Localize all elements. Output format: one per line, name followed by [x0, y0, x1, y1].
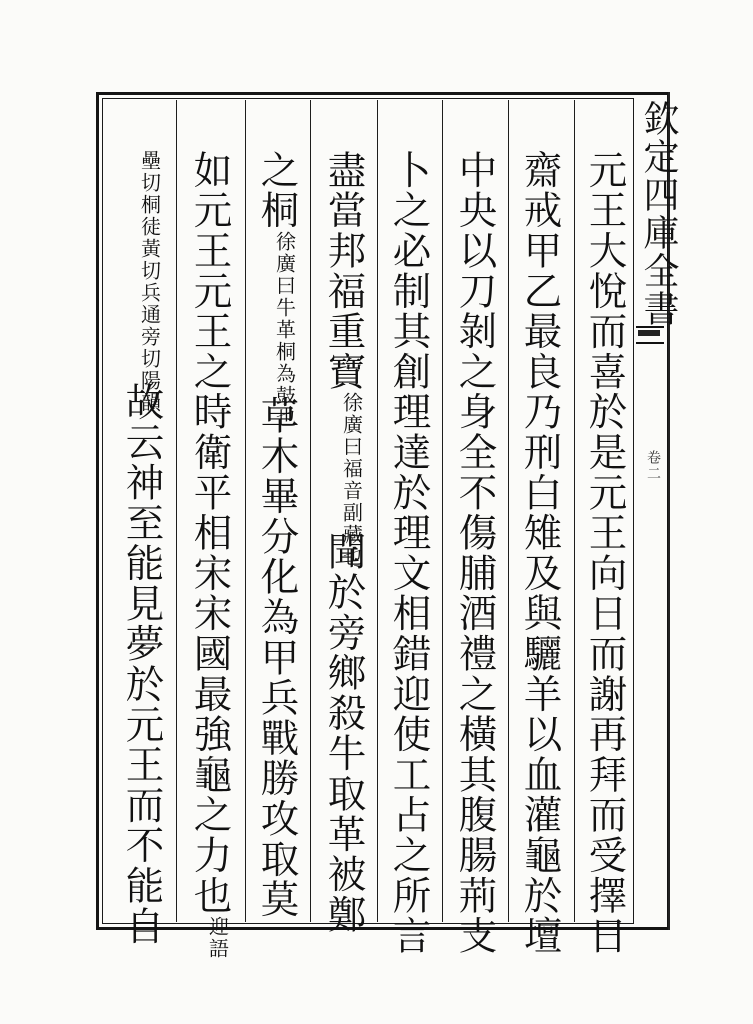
main-text: 之桐 — [254, 150, 300, 231]
interlinear-note: 壘切桐徒黃切兵通旁切陽韻 — [137, 150, 162, 414]
column-rule — [508, 100, 509, 922]
text-column-6 — [254, 150, 300, 920]
text-column-2 — [517, 150, 563, 956]
text-column-4 — [386, 150, 432, 956]
text-column-8 — [119, 150, 165, 947]
text-column-1 — [582, 150, 628, 956]
column-rule — [245, 100, 246, 922]
column-rule — [377, 100, 378, 922]
banxin-title: 欽定四庫全書 — [638, 100, 679, 328]
interlinear-note: 徐廣曰福音副藏也 — [339, 391, 364, 568]
main-text: 盡當邦福重寶 — [321, 150, 367, 392]
column-rule — [310, 100, 311, 922]
main-text: 元王大悅而喜於是元王向日而謝再拜而受擇日 — [582, 150, 628, 956]
main-text: 如元王元王之時衛平相宋宋國最強龜之力也 — [187, 150, 233, 916]
main-text: 中央以刀剝之身全不傷脯酒禮之橫其腹腸荊支 — [452, 150, 498, 956]
main-text: 齋戒甲乙最良乃刑白雉及與驪羊以血灌龜於壇 — [517, 150, 563, 956]
fish-tail-mark — [636, 326, 664, 344]
juan-label: 卷二 — [645, 450, 661, 482]
main-text: 故云神至能見夢於元王而不能自 — [119, 382, 165, 947]
main-text: 草木畢分化為甲兵戰勝攻取莫 — [254, 395, 300, 920]
column-rule — [574, 100, 575, 922]
text-column-5 — [321, 150, 367, 935]
column-rule — [442, 100, 443, 922]
text-column-3 — [452, 150, 498, 956]
main-text: 聞於旁鄉殺牛取革被鄭 — [321, 531, 367, 935]
text-column-7 — [187, 150, 233, 966]
interlinear-note: 迎語 — [205, 915, 230, 960]
column-rule — [176, 100, 177, 922]
interlinear-note: 徐廣曰牛革桐為鼓也 — [272, 230, 297, 429]
main-text: 卜之必制其創理達於理文相錯迎使工占之所言 — [386, 150, 432, 956]
